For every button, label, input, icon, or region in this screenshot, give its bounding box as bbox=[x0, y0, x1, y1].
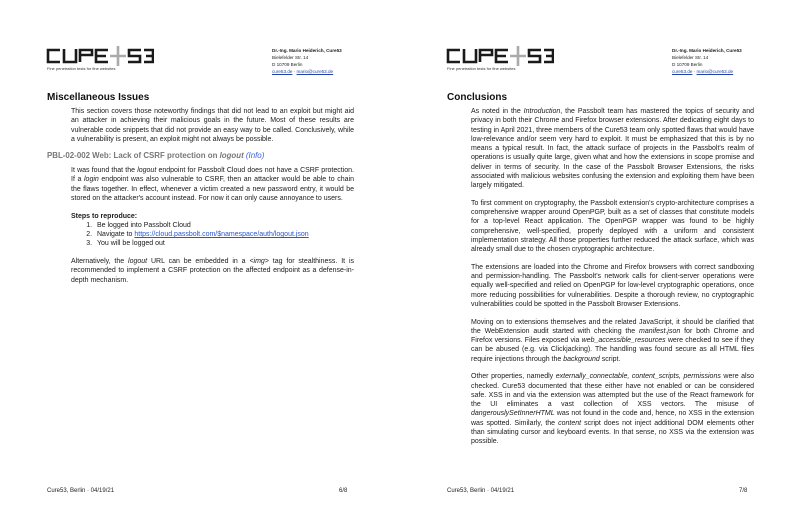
italic-term: login bbox=[84, 176, 99, 184]
page-7 bbox=[400, 0, 799, 518]
text-run: As noted in the bbox=[471, 108, 524, 115]
paragraph bbox=[471, 318, 754, 364]
paragraph bbox=[471, 372, 754, 446]
conclusions-body bbox=[471, 107, 754, 455]
logo-tagline: Fine penetration tests for fine websites bbox=[47, 66, 116, 71]
site-link[interactable]: cure53.de bbox=[272, 69, 293, 74]
cure53-logo bbox=[446, 46, 554, 66]
italic-term: background bbox=[563, 355, 600, 363]
text-run: Alternatively, the bbox=[71, 258, 129, 265]
mail-link[interactable]: mario@cure53.de bbox=[296, 69, 334, 74]
text-run: script. bbox=[599, 355, 621, 363]
text-run: for both Chrome and Firefox versions. Files exposed via bbox=[471, 327, 754, 344]
paragraph bbox=[471, 107, 754, 190]
address-name: Dr.-Ing. Mario Heiderich, Cure53 bbox=[672, 48, 742, 53]
step-item bbox=[94, 221, 354, 230]
paragraph bbox=[71, 257, 354, 285]
logout-url-link[interactable]: https://cloud.passbolt.com/$namespace/auth/logout.json bbox=[134, 231, 309, 238]
italic-term: web_accessible_resources bbox=[581, 337, 666, 344]
address-city: D 10709 Berlin bbox=[272, 62, 303, 67]
paragraph bbox=[471, 199, 754, 255]
italic-term: manifest.json bbox=[639, 327, 681, 335]
step-text: Navigate to bbox=[97, 231, 135, 238]
address-block bbox=[272, 47, 342, 75]
footer-left: Cure53, Berlin · 04/19/21 bbox=[447, 488, 515, 494]
intro-text bbox=[71, 107, 354, 153]
address-city: D 10709 Berlin bbox=[672, 62, 703, 67]
footer-left: Cure53, Berlin · 04/19/21 bbox=[47, 488, 115, 494]
site-link[interactable]: cure53.de bbox=[672, 69, 693, 74]
italic-term: Introduction bbox=[523, 108, 561, 115]
text-run: This section covers those noteworthy findings that did not lead to an exploit but might aid an attacker in achieving their malicious goals in the future. Most of these results are vulnerable code snippets that did not provide an easy way to be called. Conclusively, while a vulnerability is present, an exploit might not always be possible. bbox=[71, 108, 354, 143]
severity-badge: (Info) bbox=[245, 151, 265, 160]
step-text: Be logged into Passbolt Cloud bbox=[97, 221, 191, 229]
cure53-logo bbox=[46, 46, 154, 66]
text-run: Other properties, namedly bbox=[471, 373, 556, 381]
text-run: endpoint for Passbolt Cloud does not have a CSRF protection. If a bbox=[71, 167, 354, 184]
steps-list bbox=[71, 221, 354, 249]
italic-term: logout bbox=[137, 167, 157, 174]
text-run: endpoint was also vulnerable to CSRF, then an attacker would be able to chain the flaws together. In effect, whenever a victim created a new password entry, it would be stored on the attacker's account instead. For now it can only cause annoyance to users. bbox=[71, 176, 354, 202]
italic-term: externally_connectable, content_scripts, permissions bbox=[555, 373, 721, 381]
text-run: URL can be embedded in a bbox=[147, 258, 250, 265]
italic-term: content bbox=[558, 419, 582, 427]
text-run: were checked to see if they can be abused (e.g. via Clickjacking). The handling was found secure as all HTML files require injections through the bbox=[471, 337, 754, 363]
italic-term: logout bbox=[128, 258, 148, 265]
steps-title: Steps to reproduce: bbox=[71, 212, 138, 220]
logo-tagline: Fine penetration tests for fine websites bbox=[447, 66, 516, 71]
mail-link[interactable]: mario@cure53.de bbox=[696, 69, 734, 74]
paragraph bbox=[71, 166, 354, 203]
step-item bbox=[94, 230, 354, 239]
text-run: was not found in the code and, hence, no XSS in the extension was spotted. Similarly, the bbox=[471, 410, 754, 427]
address-street: Bielefelder Str. 14 bbox=[672, 55, 709, 60]
text-run: To first comment on cryptography, the Passbolt extension's crypto-architecture comprises a comprehensive wrapper around OpenPGP, built as a set of classes that constitute models for a top-level React application. The OpenPGP wrapper was found to be highly comprehensive, well-specified, properly deployed with a uniform and consistent implementation strategy. All those properties further reduced the attack surface, which was already small due to the chosen cryptographic architecture. bbox=[471, 199, 754, 253]
finding-body bbox=[71, 166, 354, 293]
finding-title-prefix: PBL-02-002 Web: Lack of CSRF protection on bbox=[47, 151, 220, 160]
paragraph bbox=[71, 107, 354, 144]
address-street: Bielefelder Str. 14 bbox=[272, 55, 309, 60]
paragraph bbox=[471, 263, 754, 309]
section-heading: Conclusions bbox=[447, 92, 508, 103]
page-number: 6/8 bbox=[339, 488, 348, 494]
text-run: Moving on to extensions themselves and the related JavaScript, it should be clarified that the WebExtension audit started with checking the bbox=[471, 318, 754, 335]
step-item bbox=[94, 239, 354, 248]
text-run: were also checked. Cure53 documented that these either have not enabled or can be considered safe. XSS in and via the extension was attempted but the use of the React framework for the UI eliminates a vast collection of XSS vectors. The misuse of bbox=[471, 373, 755, 408]
address-block bbox=[672, 47, 742, 75]
step-text: You will be logged out bbox=[97, 240, 165, 248]
address-name: Dr.-Ing. Mario Heiderich, Cure53 bbox=[272, 48, 342, 53]
page-number: 7/8 bbox=[739, 488, 748, 494]
link-separator: · bbox=[292, 69, 297, 74]
finding-title-italic: logout bbox=[219, 151, 244, 160]
text-run: tag for stealthiness. It is recommended to implement a CSRF protection on the affected endpoint as a defense-in-depth mechanism. bbox=[71, 258, 355, 284]
link-separator: · bbox=[692, 69, 697, 74]
italic-term: dangerouslySetInnerHTML bbox=[471, 410, 555, 418]
text-run: It was found that the bbox=[71, 167, 138, 174]
italic-term: <img> bbox=[249, 258, 269, 265]
text-run: , the Passbolt team has mastered the topics of security and privacy in both their Chrome and Firefox browser extensions. After dedicating eight days to testing in April 2021, three members of the Cure53 team only spotted flaws that would have low-relevance and/or seem very hard to exploit. It must be emphasized that this is by no means a typical result. In fact, the attack surface of projects in the Passbolt's realm of operations is usually quite large, given what and how the extensions in scope promise and deliver in terms of security. In the case of the Passbolt Browser Extensions, the risks associated with malicious websites confusing the extension and exploiting them have been largely mitigated. bbox=[471, 108, 754, 189]
section-heading: Miscellaneous Issues bbox=[47, 92, 150, 103]
finding-title bbox=[47, 151, 264, 160]
text-run: script does not inject additional DOM elements other than simulating cursor and keyboard events. In that sense, no XSS via the extension was possible. bbox=[471, 419, 754, 445]
text-run: The extensions are loaded into the Chrome and Firefox browsers with correct sandboxing and permission-handling. The Passbolt's network calls for client-server operations were equally well-specified and relied on OpenPGP for low-level cryptographic operations, once more reducing possibilities for vulnerabilities. Despite a thorough review, no cryptographic vulnerabilities could be spotted in the Passbolt Browser Extensions. bbox=[471, 263, 754, 308]
